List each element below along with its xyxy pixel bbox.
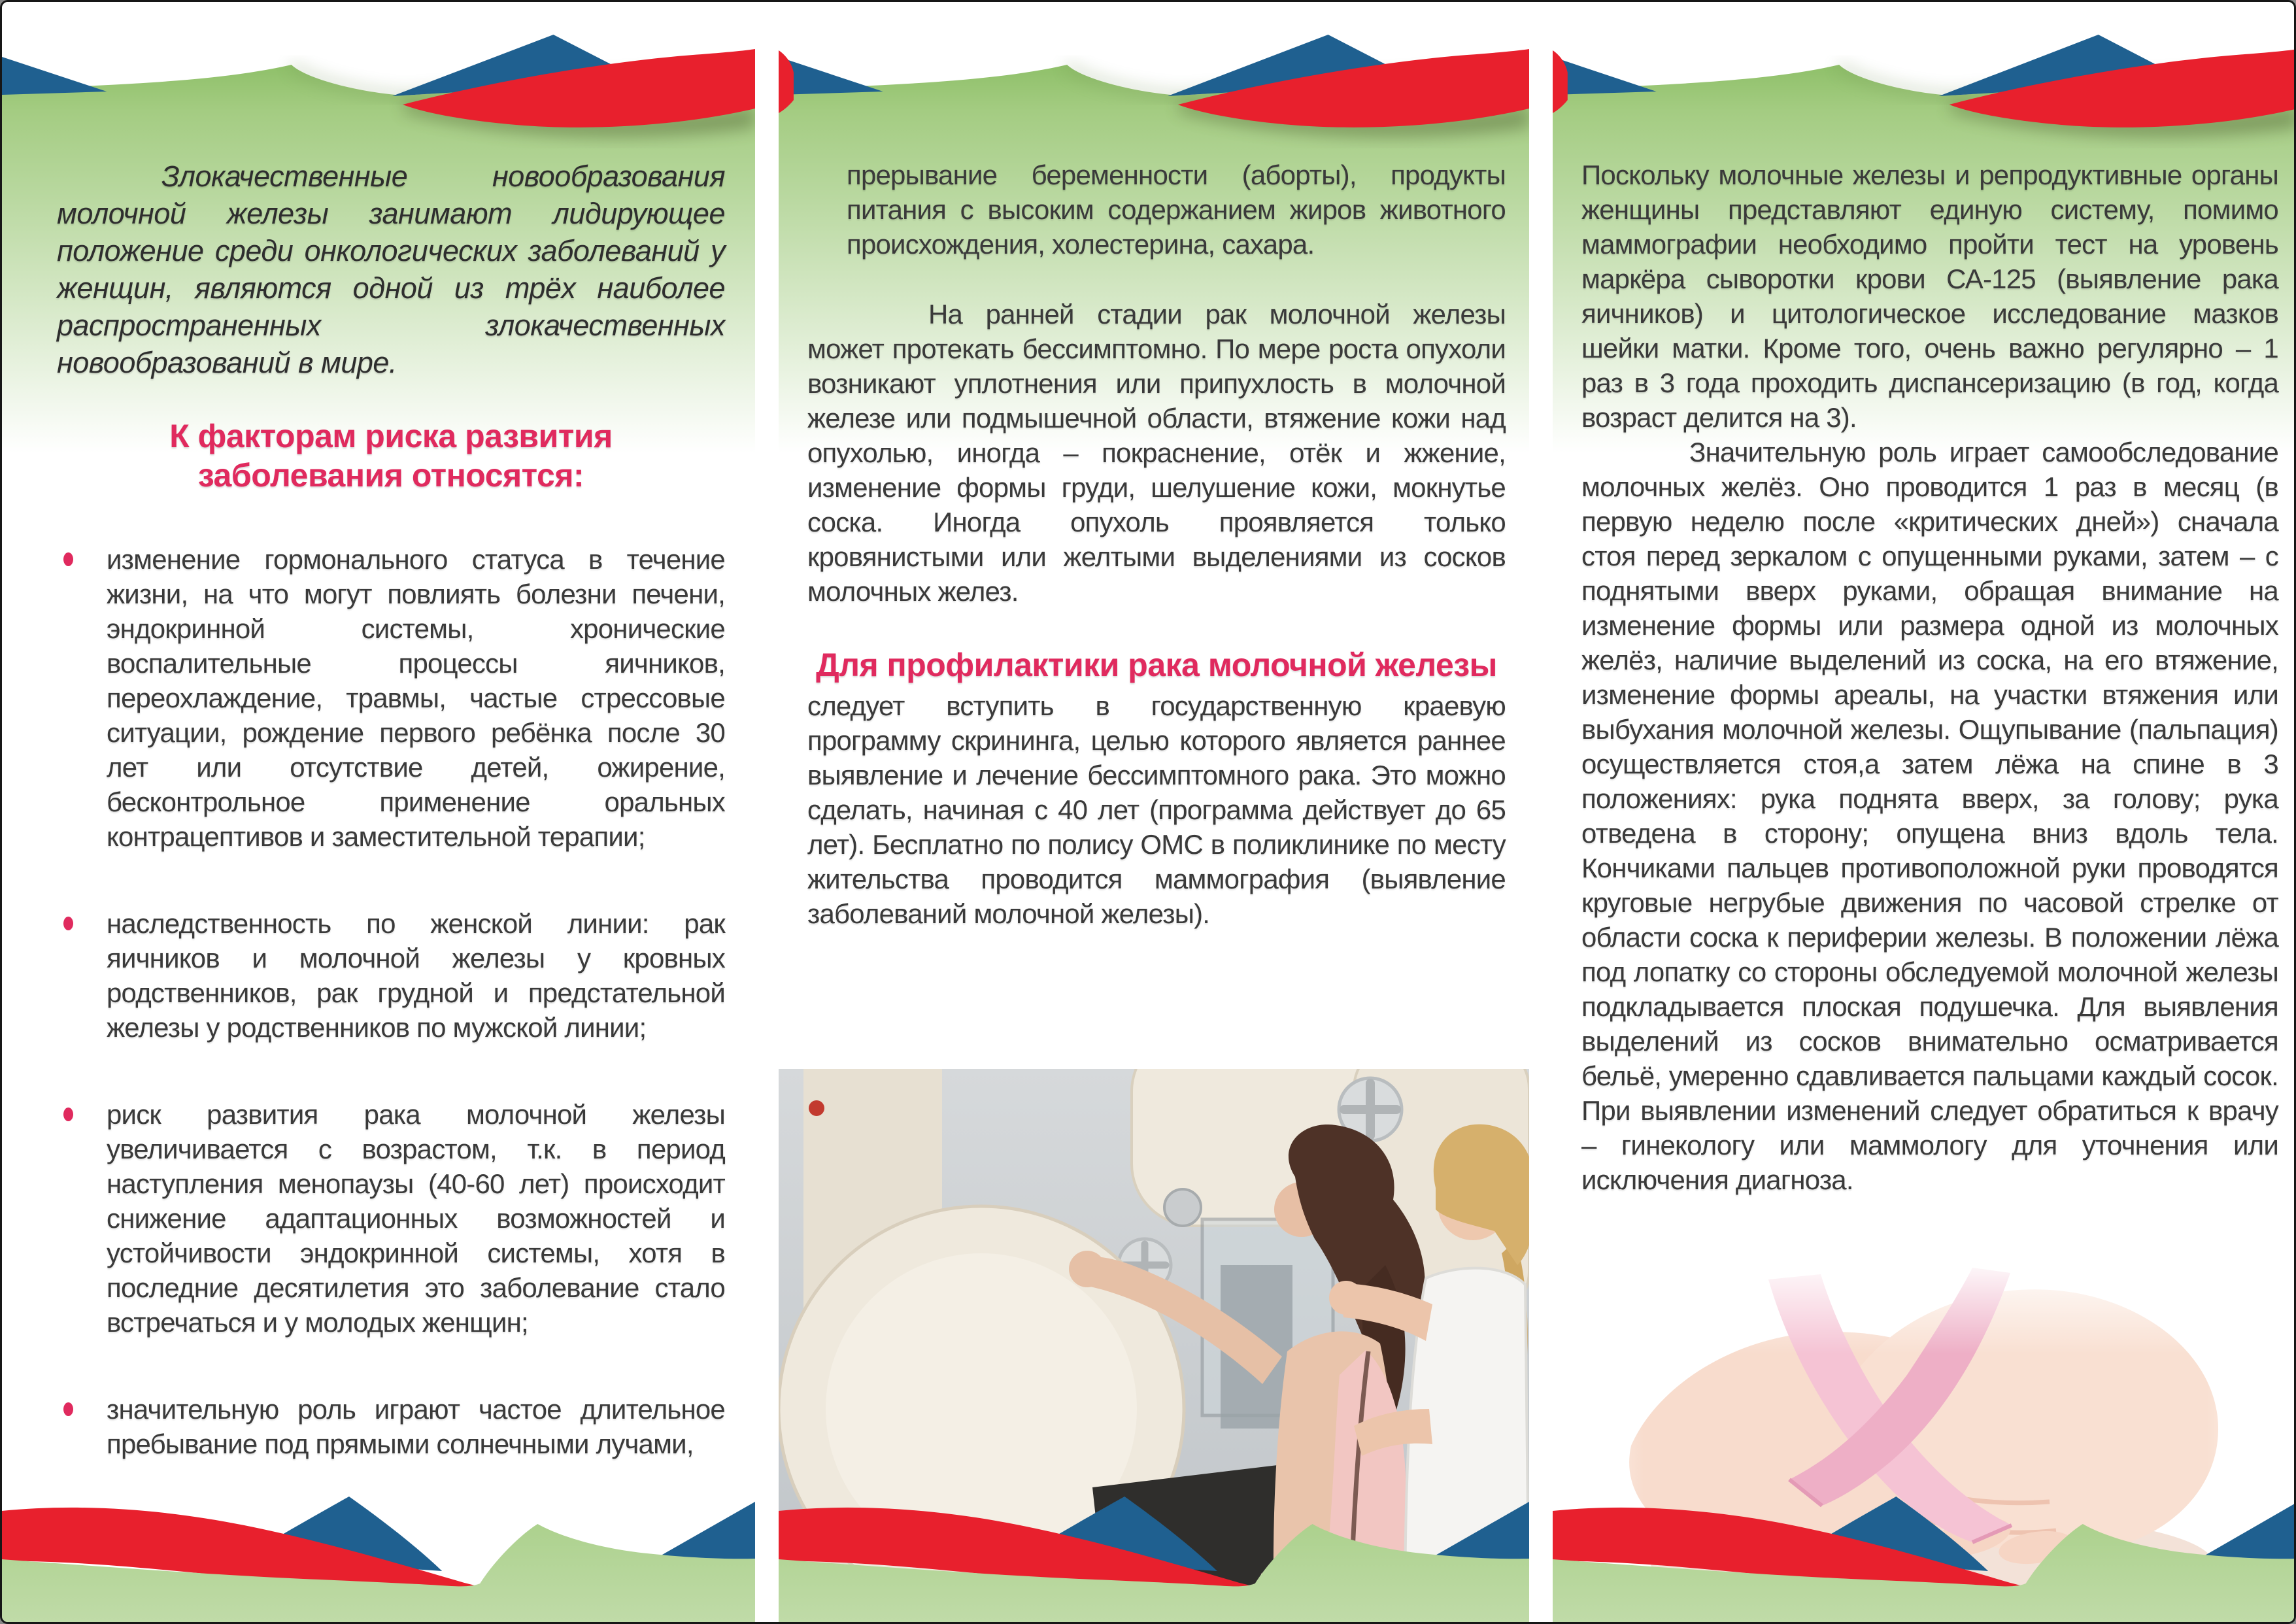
bottom-wave-decoration (2, 1457, 755, 1622)
bullet-dot-icon (63, 1108, 73, 1121)
list-item (57, 1392, 725, 1461)
list-item (57, 542, 725, 854)
panel-right (1553, 2, 2296, 1622)
panel-left (2, 2, 755, 1622)
list-item (57, 906, 725, 1045)
self-exam-paragraph: Значительную роль играет самообследование молочных желёз. Оно проводится 1 раз в месяц (в первую неделю после «критических дней») сначала стоя перед зеркалом с опущенными руками, затем – с поднятыми вверх руками, обращая внимание на изменение формы или размера одной из молочных желёз, наличие выделений из соска, на его втяжение, изменение формы ареалы, на участки втяжения или выбухания молочной железы. Ощупывание (пальпация) осуществляется стоя,а затем лёжа на спине в 3 положениях: рука поднята вверх, за голову; рука отведена в сторону; опущена вниз вдоль тела. Кончиками пальцев противоположной руки проводятся круговые негрубые движения по часовой стрелке от области соска к периферии железы. В положении лёжа под лопатку со стороны обследуемой молочной железы подкладывается плоская подушечка. Для выявления выделений из сосков внимательно осматривается бельё, умеренно сдавливается пальцами каждый сосок. При выявлении изменений следует обратиться к врачу – гинекологу или маммологу для уточнения или исключения диагноза. (1581, 437, 2278, 1195)
list-item-text: значительную роль играют частое длительное пребывание под прямыми солнечными лучами, (107, 1394, 725, 1459)
continuation-paragraph: прерывание беременности (аборты), продукты питания с высоким содержанием жиров животного происхождения, холестерина, сахара. (847, 160, 1506, 260)
list-item-text: риск развития рака молочной железы увеличивается с возрастом, т.к. в период наступления менопаузы (40-60 лет) происходит снижение адаптационных возможностей и устойчивости эндокринной системы, хотя в последние десятилетия это заболевание стало встречаться и у молодых женщин; (107, 1099, 725, 1338)
panel-right-content (1581, 158, 2278, 1197)
bottom-wave-decoration (1553, 1457, 2296, 1622)
risk-factors-list (57, 542, 725, 1461)
screening-system-paragraph: Поскольку молочные железы и репродуктивные органы женщины представляют единую систему, помимо маммографии необходимо пройти тест на уровень маркёра сыворотки крови СА-125 (выявление рака яичников) и цитологическое исследование мазков шейки матки. Кроме того, очень важно регулярно – 1 раз в 3 года проходить диспансеризацию (в год, когда возраст делится на 3). (1581, 160, 2278, 433)
early-stage-paragraph: На ранней стадии рак молочной железы может протекать бессимптомно. По мере роста опухоли возникают уплотнения или припухлость в молочной железе или подмышечной области, втяжение кожи над опухолью, иногда – покраснение, отёк и жжение, изменение формы груди, шелушение кожи, мокнутье соска. Иногда опухоль проявляется только кровянистыми или желтыми выделениями из сосков молочных желез. (807, 299, 1506, 607)
risk-factors-heading: К факторам риска развития заболевания относятся: (169, 418, 613, 494)
list-item (57, 1097, 725, 1340)
list-item-text: изменение гормонального статуса в течение жизни, на что могут повлиять болезни печени, эндокринной системы, хронические воспалительные процессы яичников, переохлаждение, травмы, частые стрессовые ситуации, рождение первого ребёнка после 30 лет или отсутствие детей, ожирение, бесконтрольное применение оральных контрацептивов и заместительной терапии; (107, 544, 725, 852)
panel-middle-content (807, 158, 1506, 931)
panel-middle (779, 2, 1529, 1622)
bullet-dot-icon (63, 917, 73, 930)
bottom-wave-decoration (779, 1457, 1529, 1622)
intro-paragraph: Злокачественные новообразования молочной железы занимают лидирующее положение среди онкологических заболеваний у женщин, являются одной из трёх наиболее распространенных злокачественных новообразований в мире. (57, 160, 725, 379)
panel-left-content (57, 158, 725, 1514)
list-item-text: наследственность по женской линии: рак яичников и молочной железы у кровных родственников, рак грудной и предстательной железы у родственников по мужской линии; (107, 908, 725, 1043)
screening-paragraph: следует вступить в государственную краевую программу скрининга, целью которого является раннее выявление и лечение бессимптомного рака. Это можно сделать, начиная с 40 лет (программа действует до 65 лет). Бесплатно по полису ОМС в поликлинике по месту жительства проводится маммография (выявление заболеваний молочной железы). (807, 690, 1506, 929)
prevention-heading: Для профилактики рака молочной железы (816, 647, 1497, 683)
bullet-dot-icon (63, 1402, 73, 1416)
bullet-dot-icon (63, 552, 73, 566)
